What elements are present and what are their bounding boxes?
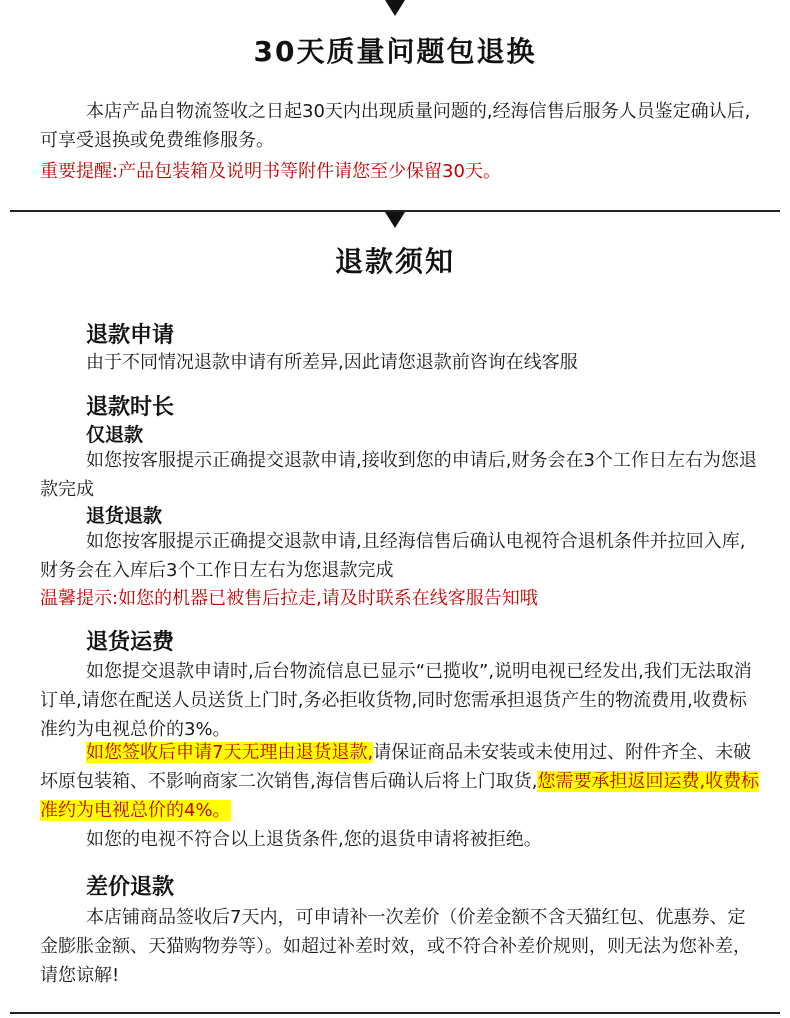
quality-body: 本店产品自物流签收之日起30天内出现质量问题的,经海信售后服务人员鉴定确认后,可享受退换或免费维修服务。: [40, 101, 751, 151]
highlight-7day-return: 如您签收后申请7天无理由退货退款,: [86, 742, 374, 763]
warm-tip: 温馨提示:如您的机器已被售后拉走,请及时联系在线客服告知哦: [40, 588, 538, 609]
return-refund-body: 如您按客服提示正确提交退款申请,且经海信售后确认电视符合退机条件并拉回入库,财务会在入库后3个工作日左右为您退款完成: [40, 531, 746, 581]
heading-refund-duration: 退款时长: [86, 395, 175, 420]
refund-only-body: 如您按客服提示正确提交退款申请,接收到您的申请后,财务会在3个工作日左右为您退款完成: [40, 450, 757, 500]
quality-notice: 重要提醒:产品包装箱及说明书等附件请您至少保留30天。: [40, 161, 501, 182]
refund-apply-body: 由于不同情况退款申请有所差异,因此请您退款前咨询在线客服: [86, 352, 578, 373]
section-title-quality: 30天质量问题包退换: [253, 35, 537, 68]
highlight-return-fee: 您需要承担返回运费,收费标准约为电视总价的4%。: [40, 771, 760, 821]
shipping-para-2: 如您签收后申请7天无理由退货退款,请保证商品未安装或未使用过、附件齐全、未破坏原包装箱、不影响商家二次销售,海信售后确认后将上门取货,您需要承担返回运费,收费标准约为电视总价的4%。: [40, 742, 760, 821]
heading-refund-apply: 退款申请: [86, 323, 175, 348]
subheading-return-refund: 退货退款: [86, 505, 163, 527]
triangle-down-icon: [385, 212, 405, 228]
bottom-divider: [10, 1012, 780, 1014]
shipping-para-3: 如您的电视不符合以上退货条件,您的退货申请将被拒绝。: [86, 829, 542, 850]
shipping-para-1: 如您提交退款申请时,后台物流信息已显示“已揽收”,说明电视已经发出,我们无法取消订单,请您在配送人员送货上门时,务必拒收货物,同时您需承担退货产生的物流费用,收费标准约为电视总价的3%。: [40, 661, 752, 740]
triangle-down-icon: [385, 0, 405, 16]
section-title-refund: 退款须知: [334, 245, 455, 278]
price-diff-body: 本店铺商品签收后7天内，可申请补一次差价（价差金额不含天猫红包、优惠券、定金膨胀金额、天猫购物券等）。如超过补差时效，或不符合补差价规则，则无法为您补差，请您谅解!: [40, 907, 751, 986]
heading-return-shipping: 退货运费: [86, 630, 175, 655]
heading-price-diff: 差价退款: [86, 875, 175, 900]
subheading-refund-only: 仅退款: [86, 424, 144, 446]
